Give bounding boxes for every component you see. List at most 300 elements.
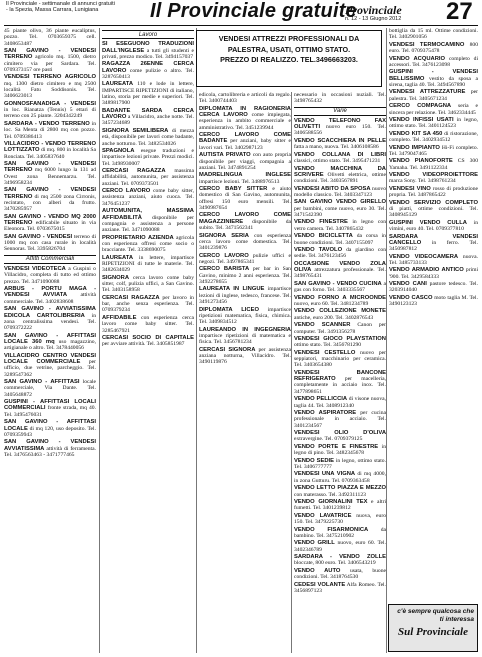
classified-ad: [294, 166, 386, 185]
ad-body: con esperienza cerca lavoro come baby sitter. Tel. 3285467921: [102, 314, 194, 334]
classified-ad: [389, 254, 478, 267]
ad-headline: VENDO AUTO: [294, 567, 341, 574]
classified-ad: [294, 233, 386, 246]
ad-headline: VENDESI ATTREZZATURE: [389, 89, 466, 96]
classified-ad: [4, 141, 96, 160]
ad-headline: VENDO PIANOFORTE: [389, 158, 453, 165]
classified-column-3: [199, 92, 291, 653]
ad-headline: CERCASI SIGNORA: [199, 346, 256, 353]
classified-ad: [294, 295, 386, 308]
classified-ad: [389, 200, 478, 219]
header-divider: [4, 25, 478, 26]
ad-headline: MADRELINGUA INGLESE: [199, 172, 291, 179]
classified-ad: [389, 234, 478, 253]
ad-body: come pulizie o altro. Tel. 3287650413: [102, 67, 194, 80]
ad-body: impartisce lezioni di inglese, tedesco, francese. Tel. 3491273456: [199, 286, 291, 306]
ad-body: di visone nuova, taglia 44. Tel. 3408912340: [294, 396, 386, 409]
ad-body: per avviare attività. Tel. 3405851987: [102, 341, 185, 348]
classified-ad: [4, 399, 96, 418]
ad-headline: AUTISTA PRIVATO: [199, 152, 251, 159]
ad-body: fatta a mano, nuova. Tel. 3406108586: [294, 144, 379, 151]
ad-headline: VENDESI TERRENO AGRICOLO: [4, 74, 96, 81]
ad-body: nuova. Tel. 3485733133: [389, 253, 478, 266]
classified-ad: [389, 220, 478, 233]
ad-headline: CEDESI VOLANTE: [294, 581, 346, 588]
classified-ad: [294, 582, 386, 595]
ad-body: disponibile da subito. Tel. 3471562341: [199, 218, 291, 232]
ad-headline: SAN GAVINO - VENDO CUCINA: [294, 280, 382, 287]
ad-body: antiche, euro 200. Tel. 3402876543: [294, 314, 374, 321]
classified-ad: [294, 430, 386, 443]
ad-body: in lettere, impartisce RIPETIZIONI di tutte le materie. Tel. 3482634029: [102, 254, 194, 274]
ad-headline: VENDESI BANCONE REFRIGERATO: [294, 369, 386, 383]
classified-ad: [4, 48, 96, 73]
ad-body: 800 euro. Tel. 0709375478: [389, 41, 478, 55]
classified-ad: [199, 212, 291, 231]
ad-headline: SARDARA VENDESI CANCELLO: [389, 233, 478, 246]
classified-ad: [199, 266, 291, 285]
classified-ad: [389, 69, 478, 88]
classified-ad: [389, 295, 478, 308]
ad-body: 45 piante olivo, 36 piante eucaliptus, pozzo. Tel. 0703659375 cell. 3408653487: [4, 28, 96, 47]
ad-headline: VENDO GIORNALINI TEX: [294, 499, 368, 506]
ad-body: agricolo mq. 1500, dietro cimitero via per Sardara. Tel. 0709373157 ore pasti: [4, 54, 96, 73]
ad-headline: CERCO LAVORO: [102, 188, 151, 195]
classified-ad: [294, 458, 386, 471]
ad-headline: VENDO GRILL: [294, 540, 335, 547]
ad-headline: LAUREATA IN LINGUE: [199, 286, 265, 293]
classified-ad: [389, 117, 478, 130]
classified-ad: [389, 42, 478, 55]
ad-body: per ufficio, due vetrine, parcheggio. Tel. 3289547362: [4, 358, 96, 378]
ad-headline: RAGAZZA 26ENNE CERCA LAVORO: [102, 61, 194, 74]
ad-body: e aiuto domestico di San Gavino, automunita, offresi 150 euro mensili. Tel. 3490987654: [199, 186, 291, 211]
classified-ad: [199, 347, 291, 366]
ad-headline: VENDESI GIOCO PLAYSTATION: [294, 336, 386, 343]
classified-ad: [294, 410, 386, 429]
classified-ad: [294, 527, 386, 540]
ad-body: usata, buone condizioni. Tel. 3418764530: [294, 567, 386, 581]
ad-body: necessario in occasioni nuziali. Tel. 3498765432: [294, 92, 386, 105]
ad-headline: VENDESI UNA VIGNA: [294, 471, 356, 478]
ad-body: nuovo euro 150. Tel. 3406588556: [294, 124, 386, 137]
banner-logo-text: Provinciale: [416, 626, 468, 638]
banner-prefix: Sul: [398, 626, 414, 638]
ad-body: agricola con esperienza offresi come socio o bracciante. Tel. 3338690075: [102, 234, 194, 254]
classified-ad: [294, 308, 386, 321]
classified-ad: [199, 92, 291, 105]
classified-ad: [294, 568, 386, 581]
classified-ad: [4, 306, 96, 331]
classified-ad: [199, 233, 291, 252]
column-divider: [196, 28, 197, 653]
ad-body: in zona centralissima vendesi. Tel. 0709372222: [4, 312, 96, 332]
ad-body: di mq 2500 zona Cirronis, recintato, con alberi da frutto. 3470285957: [4, 193, 96, 213]
ad-body: disponibile per compagnia e assistenza a persone anziane. Tel. 3471090088: [102, 214, 194, 234]
ad-headline: CERCASI RAGAZZA: [102, 168, 166, 175]
ad-body: nuovo, euro 60. Tel. 3481234789: [294, 300, 369, 307]
ad-headline: LAUREANDO IN INGEGNERIA: [199, 326, 291, 333]
ad-body: per anziani, baby sitter e lavori vari. Tel. 3402987123: [199, 138, 291, 151]
classified-ad: [4, 353, 96, 378]
ad-body: per macelleria, completamente in acciaio inox. Tel. 3477898651: [294, 376, 386, 395]
classified-ad: [294, 513, 386, 526]
classified-ad: [4, 333, 96, 352]
ad-headline: GUSPINI - AFFITTASI LOCALI COMMERCIALI: [4, 399, 96, 412]
classified-ad: [294, 444, 386, 457]
ad-body: in legno, ottimo stato. Tel. 3401124523: [389, 116, 478, 130]
classified-ad: [102, 81, 194, 106]
ad-body: impartisce ripetizioni di matematica e fisica. Tel. 3456781234: [199, 332, 291, 346]
ad-body: a gas con forno. Tel. 3403335567: [294, 280, 386, 294]
ad-body: come baby sitter, assistenza anziani, aiuto cuoca. Tel. 3476451237: [102, 188, 194, 207]
ad-headline: SAN GAVINO - AFFITTASI LOCALE: [4, 419, 96, 432]
classified-ad: [4, 121, 96, 140]
ad-body: in legno di pino. Tel. 3482345678: [294, 443, 386, 457]
ad-body: nuovo per seppiatori, macchinario per ceramica. Tel. 3403654380: [294, 349, 386, 369]
ad-headline: VENDO TAVOLO: [294, 247, 343, 254]
ad-headline: VENDO SCANNER: [294, 322, 351, 329]
classified-ad: [294, 322, 386, 335]
classified-column-2: [102, 28, 194, 653]
classified-column-1: [4, 28, 96, 653]
ad-headline: VENDO CANI: [389, 281, 427, 288]
ad-headline: VENDO INFISSI USATI: [389, 116, 454, 123]
classified-ad: [199, 327, 291, 346]
ad-headline: VENDO LETTO PIAZZA E MEZZO: [294, 485, 386, 492]
ad-headline: SAN GAVINO - AVVIATISSIMA EDICOLA CARTOLIBRERIA: [4, 306, 96, 319]
classified-ad: [294, 540, 386, 553]
ad-headline: CERCO LAVORO COME MAGAZZINIERE: [199, 212, 291, 225]
classified-ad: [294, 485, 386, 498]
ad-headline: SPAGNOLA: [102, 147, 135, 154]
page-title: Il Provinciale gratuite: [150, 0, 357, 22]
ad-headline: CERCO COMPAGNA: [389, 103, 452, 110]
ad-body: per cucina professionale in acciaio. Tel. 3401234567: [294, 410, 386, 429]
ad-body: pulizie uffici e negozi. Tel. 3497865341: [199, 252, 291, 265]
ad-headline: VENDO FINESTRE: [294, 219, 348, 226]
classified-ad: [294, 138, 386, 151]
column-divider: [99, 28, 100, 653]
ad-headline: VENDO LAVATRICE: [294, 512, 352, 519]
ad-headline: ARBUS - PORTU MAGA - VENDESI AVVIATA: [4, 286, 96, 299]
ad-body: per assistenza anziana notturna, Villacidro. Tel. 3490119876: [199, 346, 291, 366]
ad-headline: VILLACIDRO - VENDO TERRENO LOTTIZZATO: [4, 140, 96, 154]
classified-ad: [389, 186, 478, 199]
classified-ad: [199, 132, 291, 151]
banner-text: c'è sempre qualcosa che ti interessa: [397, 608, 474, 623]
classified-ad: [389, 103, 478, 116]
ad-headline: SAN GAVINO - VENDESI AVVIATISSIMA: [4, 439, 96, 452]
ad-body: di piatti, ottime condizioni. Tel. 3408945129: [389, 205, 478, 219]
ad-body: Alfa Romeo. Tel. 3456897123: [294, 581, 386, 594]
ad-headline: GUSPINI - VENDESI BELLISSIMO: [389, 69, 478, 82]
ad-headline: VENDO TELEFONO FAX OLIVETTI: [294, 117, 386, 131]
ad-body: Olivetti elettrica, ottime condizioni. Tel. 3403567891: [294, 171, 386, 185]
classified-ad: [199, 172, 291, 185]
ad-headline: SI ESEGUONO TRADUZIONI DALL'INGLESE: [102, 41, 194, 54]
ad-body: edificabile situato in via Eleonora. Tel. 0703675015: [4, 220, 96, 233]
ad-headline: VENDO MACCHINA DA SCRIVERE: [294, 165, 386, 178]
classified-ad: [294, 396, 386, 409]
classified-ad: [4, 439, 96, 458]
ad-body: uso magazzino, artigianale o altro. Tel. 3478440056: [4, 338, 96, 352]
ad-headline: DIPLOMATA IN RAGIONERIA CERCA LAVORO: [199, 105, 291, 119]
ad-headline: VILLACIDRO CENTRO VENDESI LOCALE COMMERCIALE: [4, 352, 96, 365]
ad-headline: SAN GAVINO - VENDESI TERRENO: [4, 187, 96, 200]
classified-ad: [102, 108, 194, 127]
classified-ad: [294, 471, 386, 484]
ad-headline: VENDO PORTE E FINESTRE: [294, 443, 379, 450]
ad-body: nuova, euro 150. Tel. 3479225730: [294, 512, 386, 526]
classified-ad: [294, 118, 386, 137]
ad-headline: VENDO PELLICCIA: [294, 396, 348, 403]
classified-ad: [294, 219, 386, 232]
ad-body: in loc. Rianatza (Tennis) 5 ettari di terreno con 25 piante. 3204342249: [4, 107, 96, 120]
ad-body: con esperienza cerca lavoro come domestica. Tel. 3401239876: [199, 232, 291, 252]
classified-ad: [102, 188, 194, 207]
ad-body: marca Sony. Tel. 3498761234: [389, 178, 456, 185]
ad-body: Hi-Fi completo. Tel. 3479047465: [389, 144, 478, 157]
ad-headline: VENDO CASCO: [389, 294, 433, 301]
classified-ad: [102, 275, 194, 294]
ad-headline: VENDO ARMADIO ANTICO: [389, 267, 464, 274]
classified-ad: [389, 56, 478, 69]
classified-ad: [294, 186, 386, 199]
ad-headline: CERCASI RAGAZZA: [102, 294, 160, 301]
classified-ad: [102, 128, 194, 147]
page-number: 27: [446, 0, 473, 25]
ad-body: rosso di produzione propria. Tel. 3487865422: [389, 185, 478, 199]
ad-body: attività commerciale. Tel. 3402838608: [4, 292, 96, 305]
ad-headline: VENDO KIT SA 450: [389, 130, 443, 137]
ad-body: fronte strada, mq 40. Tel. 3495476031: [4, 405, 96, 418]
ad-body: in vimini, euro 40. Tel. 0709377810: [389, 219, 478, 233]
ad-body: mq. 1300 dietro cimitero e mq 2500 località Fatu Soddisonis. Tel. 3406623013: [4, 80, 96, 100]
classified-ad: [4, 419, 96, 438]
ad-headline: SIGNORA SEMILIBERA: [102, 127, 169, 134]
ad-headline: VENDESI OLIO D'OLIVA: [294, 430, 386, 437]
classified-ad: [4, 28, 96, 47]
ad-body: classici, ottimo stato. Tel. 3495471231: [294, 158, 381, 165]
ad-body: Canon per computer. Tel. 3491356278: [294, 322, 386, 335]
ad-body: in legno con vetro camera. Tel. 3407865432: [294, 219, 386, 232]
ad-body: locale commerciale, Via Dante. Tel. 3405648872: [4, 379, 96, 398]
header-tagline: Il Provinciale - settimanale di annunci gratuiti - la Spezia, Massa Carrara, Lunigiana: [6, 1, 115, 13]
ad-body: nuovo modello classico. Tel. 3403347123: [294, 185, 386, 198]
classified-ad: [102, 168, 194, 187]
ad-headline: CERCO BARISTA: [199, 266, 250, 273]
classified-ad: [199, 186, 291, 211]
ad-body: con materasso. Tel. 3492311123: [294, 491, 366, 498]
ad-body: massima affidabilità, automunita, per assistenza anziani. Tel. 0709373501: [102, 168, 194, 187]
ad-headline: VENDO ACQUARIO: [389, 55, 446, 62]
ad-headline: VENDO COLLANA DI LIBRI: [294, 151, 386, 158]
classified-ad: [102, 235, 194, 254]
ad-headline: VENDO SERVIZIO COMPLETO: [389, 199, 478, 206]
classified-ad: [199, 152, 291, 171]
ad-headline: VENDO FORNO A MICROONDE: [294, 294, 386, 301]
classified-ad: [4, 214, 96, 233]
ad-body: in ferro. Tel. 3450987812: [389, 239, 478, 253]
classified-ad: [102, 295, 194, 314]
ad-headline: VENDESI VIDEOTECA: [4, 266, 66, 273]
classified-ad: [4, 161, 96, 186]
classified-ad: [102, 41, 194, 60]
ad-body: per bar in San Gavino, minimo 2 anni esperienza. Tel. 3492278655: [199, 266, 291, 285]
classified-ad: [294, 370, 386, 395]
classified-ad: [4, 101, 96, 120]
ad-body: pastore tedesco. Tel. 3203914040: [389, 281, 478, 294]
ad-body: in loc. Sa Menta di 2800 mq con pozzo. Tel. 0709386413: [4, 120, 96, 140]
ad-headline: SAN GAVINO - VENDESI TERRENO: [4, 48, 96, 61]
classified-ad: [389, 145, 478, 158]
ad-body: a Guspini o Villacidro, completa di tutto ed ottimo prezzo. Tel. 3471090088: [4, 266, 96, 285]
classified-ad: [294, 247, 386, 260]
ad-body: 110 e lode in lettere, IMPARTISCE RIPETIZIONI: [102, 81, 194, 94]
ad-body: a tutti gli studenti e privati, prezzo modico. Tel. 3494157037: [102, 47, 194, 60]
ad-body: da corsa in buone condizioni. Tel. 3407155097: [294, 233, 386, 246]
ad-body: in legno, ottimo stato. Tel. 3406777777: [294, 457, 386, 470]
ad-body: per lavoro in bar, anche senza esperienza. Tel. 0709379234: [102, 294, 194, 314]
ad-headline: PROPRIETARIO AZIENDA: [102, 234, 174, 241]
ad-headline: LAUREATA: [102, 81, 134, 88]
classified-ad: [102, 255, 194, 274]
ad-headline: SAN GAVINO - VENDESI: [4, 233, 73, 240]
ad-headline: DIPLOMATA LICEO: [199, 306, 259, 313]
issue-info: n. 12 - 13 Giugno 2012: [345, 16, 402, 22]
ad-headline: VENDO COLLEZIONE MONETE: [294, 308, 386, 315]
ad-headline: VENDO SEDIE: [294, 457, 335, 464]
ad-headline: SIGNORA: [102, 274, 130, 281]
classified-ad: [389, 131, 478, 144]
classified-ad: [199, 253, 291, 266]
page-header: [0, 0, 482, 26]
section-heading: Varie: [294, 107, 386, 116]
promo-box-ad: [196, 30, 382, 87]
classified-ad: [294, 92, 386, 105]
ad-headline: SAN GAVINO - AFFITTASI LOCALE 360 mq: [4, 332, 96, 345]
ad-headline: VENDO BICICLETTA: [294, 233, 353, 240]
ad-body: di mezza età, disponibile per lavori come badante, anche notturno. Tel. 3482534026: [102, 127, 194, 147]
classified-ad: [102, 315, 194, 334]
ad-headline: SAN GAVINO VENDO GIRELLO: [294, 199, 386, 206]
ad-headline: GUSPINI VENDO CULLA: [389, 219, 467, 226]
ad-body: da giardino con sedie. Tel. 3476123456: [294, 247, 386, 260]
classified-ad: [294, 554, 386, 567]
ad-headline: VENDESI VINO: [389, 185, 431, 192]
ad-headline: VENDESI TERMOCAMINO: [389, 41, 465, 48]
classified-ad: [102, 61, 194, 80]
ad-body: completo di accessori. Tel. 3476123098: [389, 55, 478, 68]
ad-body: cerca lavoro come baby sitter, colf, pulizia uffici, a San Gavino. Tel. 3403158958: [102, 274, 194, 294]
ad-headline: SARDARA - VENDO TERRENO: [4, 120, 90, 127]
ad-body: impartisce ripetizioni matematica, fisica, chimica. Tel. 3409834512: [199, 306, 291, 326]
classified-ad: [389, 158, 478, 171]
classified-ad: [294, 499, 386, 512]
classified-ad: [102, 335, 194, 348]
ad-body: primi '900. Tel. 3429584333: [389, 267, 478, 280]
banner-logo: [392, 626, 474, 638]
classified-ad: [102, 208, 194, 233]
newspaper-logo: Provinciale: [345, 3, 402, 17]
ad-body: terreno di 1000 mq con casa rurale in località Sennoras. Tel. 3395826704: [4, 233, 96, 253]
classified-ad: [294, 261, 386, 280]
promo-line-2: PALESTRA, USATI, OTTIMO STATO.: [227, 44, 351, 54]
ad-headline: SARDARA - VENDO ZOLLE: [294, 554, 386, 561]
ad-body: per palestra. Tel. 3405671234: [389, 89, 478, 102]
promo-banner: [388, 604, 478, 652]
classified-ad: [389, 281, 478, 294]
classified-ad: [294, 350, 386, 369]
ad-headline: SIGNORA SERIA: [199, 232, 249, 239]
classified-ad: [199, 286, 291, 305]
ad-body: di mq 120, uso deposito. Tel. 0709359943: [4, 425, 96, 438]
classified-ad: [294, 336, 386, 349]
classified-ad: [389, 172, 478, 185]
classified-ad: [4, 379, 96, 398]
ad-headline: VENDESI CESTELLO: [294, 349, 356, 356]
classified-ad: [4, 74, 96, 99]
ad-body: moto taglia M. Tel. 3490123123: [389, 294, 478, 308]
ad-body: impartisce lezioni. Tel. 3488976513: [199, 178, 280, 185]
classified-ad: [199, 106, 291, 131]
ad-headline: CERCO LAVORO COME BADANTE: [199, 132, 291, 145]
ad-body: seria e sincera per relazione. Tel. 3462334445: [389, 103, 478, 116]
ad-body: bottiglia da 15 ml. Ottime condizioni. Tel. 3402901056: [389, 28, 478, 41]
promo-line-3: PREZZO DI REALIZZO. TEL.3496663203.: [220, 55, 358, 64]
ad-body: attività di ferramenta. Tel. 3476563463 - 3471777465: [4, 445, 96, 458]
classified-column-6: [389, 28, 478, 598]
section-heading: Lavoro: [102, 30, 194, 39]
ad-headline: VENDO FISARMONICA: [294, 526, 369, 533]
ad-headline: VENDO SCACCHIERA IN PELLE: [294, 137, 386, 144]
ad-body: e altri fumetti. Tel. 3401239812: [294, 499, 386, 512]
ad-body: di italiano, latino, storia per medie e superiori. Tel. 3489817900: [102, 87, 194, 107]
classified-ad: [389, 28, 478, 41]
ad-body: attrezzatura professionale. Tel. 3498765431: [294, 267, 386, 280]
classified-ad: [4, 187, 96, 212]
ad-body: di mq 4000, in zona Gutturu. Tel. 0709363458: [294, 471, 386, 484]
ad-headline: LAUREATA: [102, 254, 134, 261]
classified-ad: [294, 199, 386, 218]
classified-ad: [389, 267, 478, 280]
classified-ad: [389, 89, 478, 102]
ad-body: CS 300 Yamaha. Tel. 3491122334: [389, 158, 478, 171]
ad-body: vestito da sposa a sirena, taglia 40. Tel. 3494567890: [389, 75, 478, 88]
ad-body: nuovo, euro 60. Tel. 3402346789: [294, 540, 386, 553]
column-divider: [386, 28, 387, 653]
ad-headline: VENDO IMPIANTO: [389, 144, 440, 151]
ad-headline: VENDO ASPIRATORE: [294, 410, 357, 417]
ad-headline: CERCASI SOCIO DI CAPITALE: [102, 334, 194, 341]
ad-body: ottimo stato. Tel. 3456781290: [294, 342, 362, 349]
classified-ad: [102, 148, 194, 167]
classified-ad: [4, 234, 96, 253]
ad-headline: VENDO VIDEOPROIETTORE: [389, 172, 478, 179]
section-heading: Affitti Commerciali: [4, 255, 96, 264]
ad-headline: CERCO LAVORO: [199, 252, 249, 259]
ad-body: extravergine. Tel. 0709379125: [294, 436, 363, 443]
ad-headline: SAN GAVINO - AFFITTASI: [4, 379, 80, 386]
ad-body: esegue traduzioni e impartisce lezioni private. Prezzi modici. Tel. 3498930007: [102, 147, 194, 167]
ad-headline: VENDO VIDEOCAMERA: [389, 253, 459, 260]
ad-body: a Villacidro, anche notte. Tel. 3457234689: [102, 114, 194, 127]
classified-ad: [4, 286, 96, 305]
ad-body: bloccate, 800 euro. Tel. 3406543219: [294, 560, 376, 567]
ad-body: da bambino. Tel. 3475210902: [294, 526, 386, 539]
ad-body: per bambini, come nuovo, euro 30. Tel. 3471542390: [294, 205, 386, 218]
